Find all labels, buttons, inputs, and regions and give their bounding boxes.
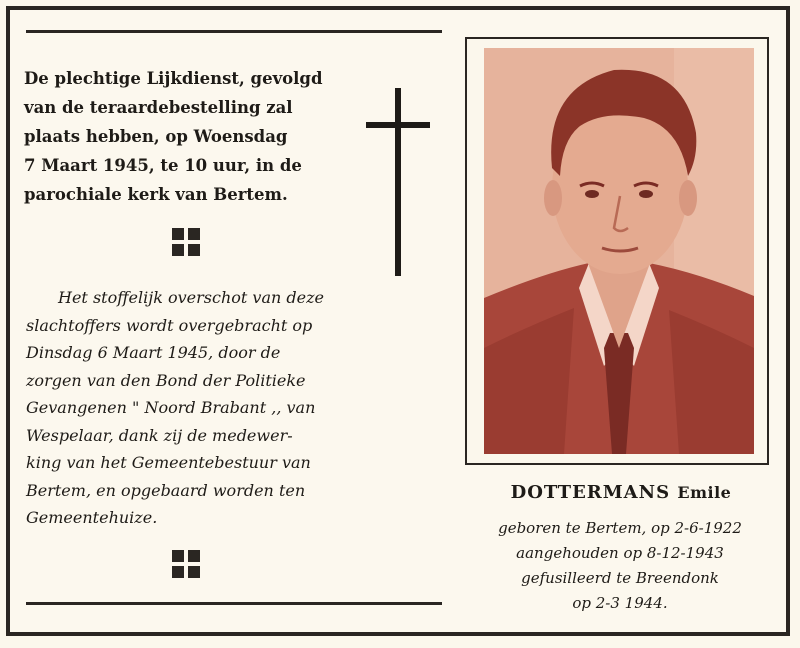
transfer-line: Gemeentehuize.: [26, 508, 158, 527]
cross-icon-bar: [366, 122, 430, 128]
execution-line: gefusilleerd te Breendonk: [521, 569, 719, 587]
surname: DOTTERMANS: [510, 482, 671, 503]
transfer-line: Wespelaar, dank zij de medewer-: [26, 425, 293, 445]
portrait-photo: [484, 48, 754, 454]
top-rule: [26, 30, 442, 33]
funeral-announcement: [24, 64, 324, 209]
transfer-line: Dinsdag 6 Maart 1945, door de: [26, 343, 281, 362]
ornament-icon: [172, 550, 200, 578]
announcement-line: De plechtige Lijkdienst, gevolgd: [24, 69, 323, 88]
ornament-icon: [172, 228, 200, 256]
life-details: [470, 516, 770, 616]
transfer-line: king van het Gemeentebestuur van: [26, 453, 311, 472]
transfer-line: Bertem, en opgebaard worden ten: [26, 480, 306, 500]
transfer-line: zorgen van den Bond der Politieke: [26, 370, 306, 390]
execution-date-line: op 2-3 1944.: [572, 594, 668, 612]
arrest-line: aangehouden op 8-12-1943: [516, 544, 724, 562]
transfer-line: slachtoffers wordt overgebracht op: [26, 315, 313, 335]
given-name: Emile: [677, 483, 732, 502]
announcement-line: parochiale kerk van Bertem.: [24, 185, 288, 204]
transfer-line: Gevangenen " Noord Brabant ,, van: [26, 398, 316, 417]
deceased-name: [476, 482, 766, 503]
transfer-line: Het stoffelijk overschot van deze: [58, 288, 324, 307]
announcement-line: plaats hebben, op Woensdag: [24, 127, 288, 146]
transfer-notice: [26, 284, 336, 532]
birth-line: geboren te Bertem, op 2-6-1922: [498, 519, 742, 537]
announcement-line: van de teraardebestelling zal: [24, 98, 293, 117]
bottom-rule: [26, 602, 442, 605]
announcement-line: 7 Maart 1945, te 10 uur, in de: [24, 156, 302, 175]
cross-icon: [395, 88, 401, 276]
